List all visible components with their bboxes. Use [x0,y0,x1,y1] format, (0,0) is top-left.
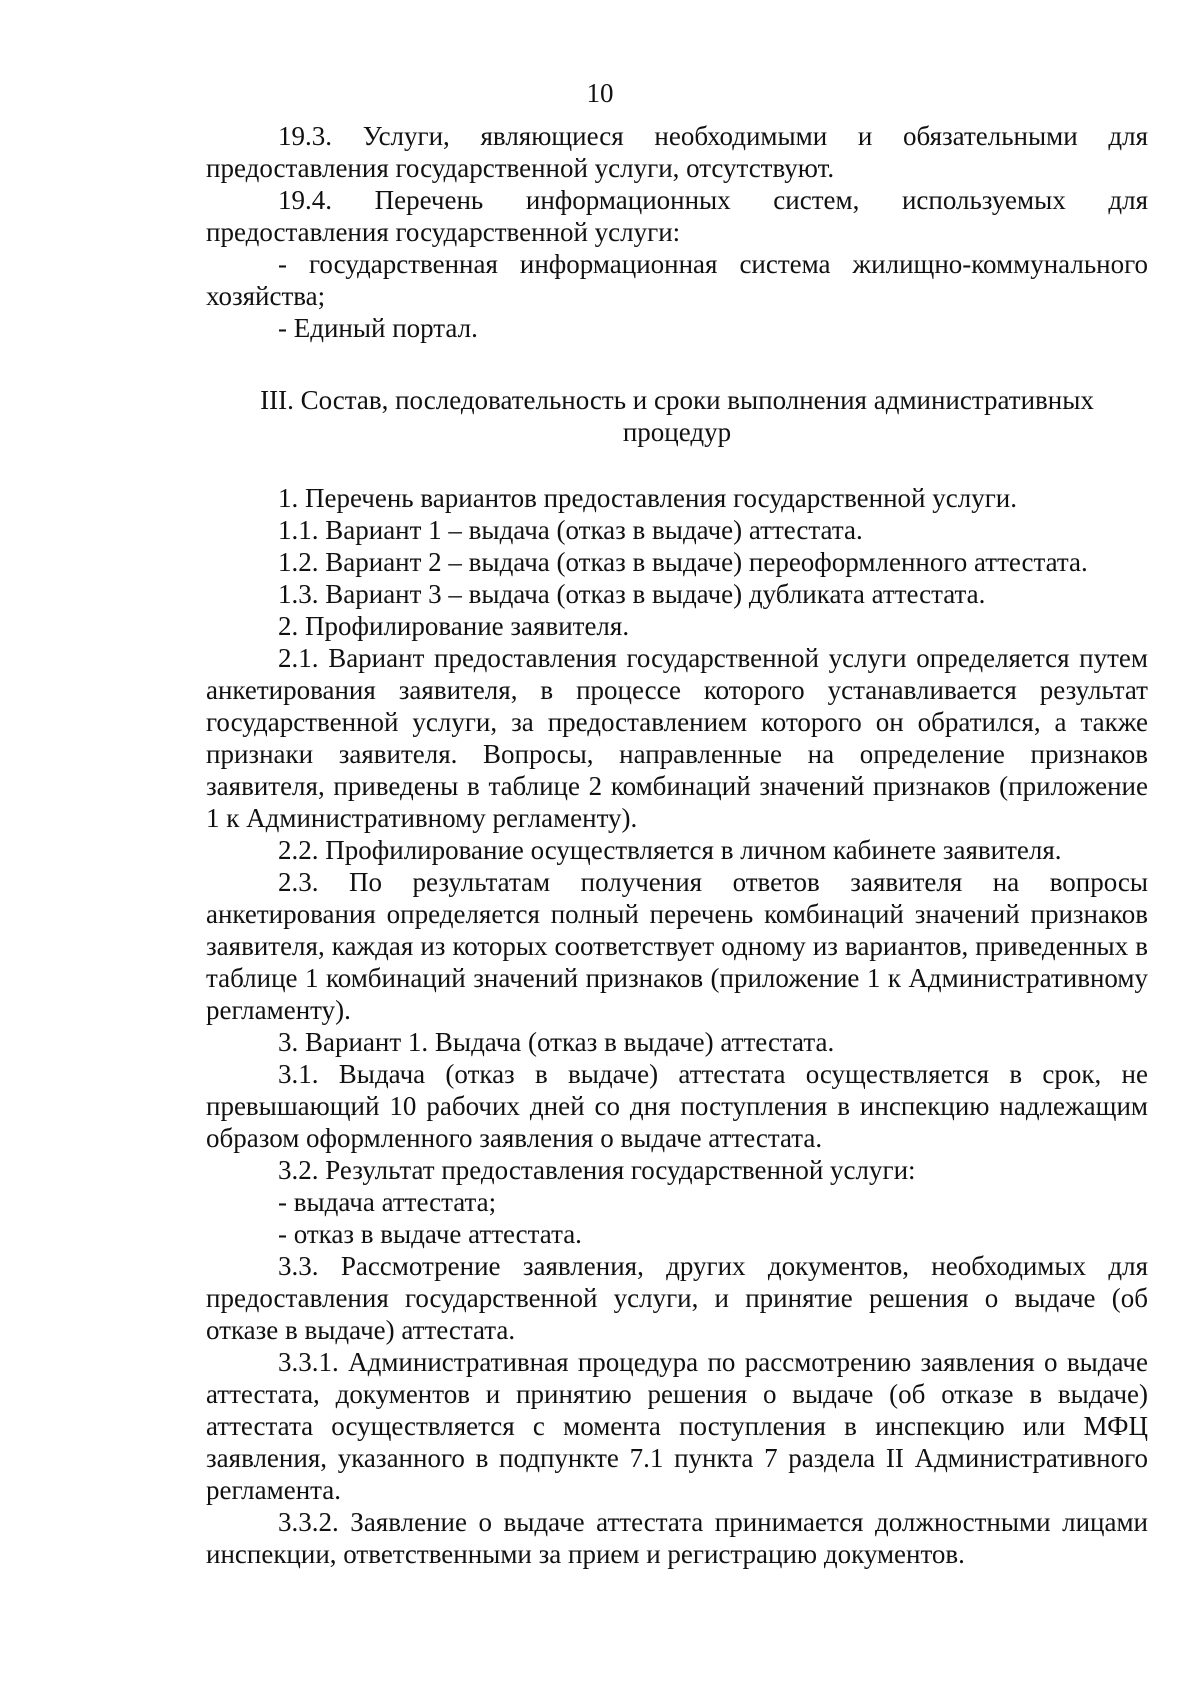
paragraph-3: 3. Вариант 1. Выдача (отказ в выдаче) аттестата. [278,1027,835,1057]
paragraph-1-3: 1.3. Вариант 3 – выдача (отказ в выдаче) дубликата аттестата. [278,579,986,609]
list-item-issue: - выдача аттестата; [278,1187,497,1217]
paragraph-3-2: 3.2. Результат предоставления государственной услуги: [278,1155,916,1185]
paragraph-19-3: 19.3. Услуги, являющиеся необходимыми и обязательными для предоставления государственной услуги, отсутствуют. [206,121,1148,183]
paragraph-3-3-2: 3.3.2. Заявление о выдаче аттестата принимается должностными лицами инспекции, ответственными за прием и регистрацию документов. [206,1507,1148,1569]
paragraph-3-1: 3.1. Выдача (отказ в выдаче) аттестата осуществляется в срок, не превышающий 10 рабочих дней со дня поступления в инспекцию надлежащим образом оформленного заявления о выдаче аттестата. [206,1059,1148,1153]
paragraph-1-2: 1.2. Вариант 2 – выдача (отказ в выдаче) переоформленного аттестата. [278,547,1088,577]
paragraph-3-3-1: 3.3.1. Административная процедура по рассмотрению заявления о выдаче аттестата, документов и принятию решения о выдаче (об отказе в выдаче) аттестата осуществляется с момента поступления в инспекцию или МФЦ заявления, указанного в подпункте 7.1 пункта 7 раздела II Административного регламента. [206,1347,1148,1505]
list-item-refusal: - отказ в выдаче аттестата. [278,1219,582,1249]
paragraph-2: 2. Профилирование заявителя. [278,611,630,641]
section-title: III. Состав, последовательность и сроки выполнения административных процедур [260,385,1094,447]
paragraph-3-3: 3.3. Рассмотрение заявления, других документов, необходимых для предоставления государственной услуги, и принятие решения о выдаче (об отказе в выдаче) аттестата. [206,1251,1148,1345]
paragraph-2-1: 2.1. Вариант предоставления государственной услуги определяется путем анкетирования заявителя, в процессе которого устанавливается результат государственной услуги, за предоставлением которого он обратился, а также признаки заявителя. Вопросы, направленные на определение признаков заявителя, приведены в таблице 2 комбинаций значений признаков (приложение 1 к Административному регламенту). [206,643,1148,833]
paragraph-19-4: 19.4. Перечень информационных систем, используемых для предоставления государственной услуги: [206,185,1148,247]
list-item-unified-portal: - Единый портал. [278,313,478,343]
page-number: 10 [586,78,614,108]
document-body [206,120,1148,1570]
paragraph-2-2: 2.2. Профилирование осуществляется в личном кабинете заявителя. [278,835,1062,865]
paragraph-1: 1. Перечень вариантов предоставления государственной услуги. [278,483,1017,513]
paragraph-1-1: 1.1. Вариант 1 – выдача (отказ в выдаче) аттестата. [278,515,863,545]
list-item-gis-zhkh: - государственная информационная система жилищно-коммунального хозяйства; [206,249,1148,311]
paragraph-2-3: 2.3. По результатам получения ответов заявителя на вопросы анкетирования определяется полный перечень комбинаций значений признаков заявителя, каждая из которых соответствует одному из вариантов, приведенных в таблице 1 комбинаций значений признаков (приложение 1 к Административному регламенту). [206,867,1148,1025]
